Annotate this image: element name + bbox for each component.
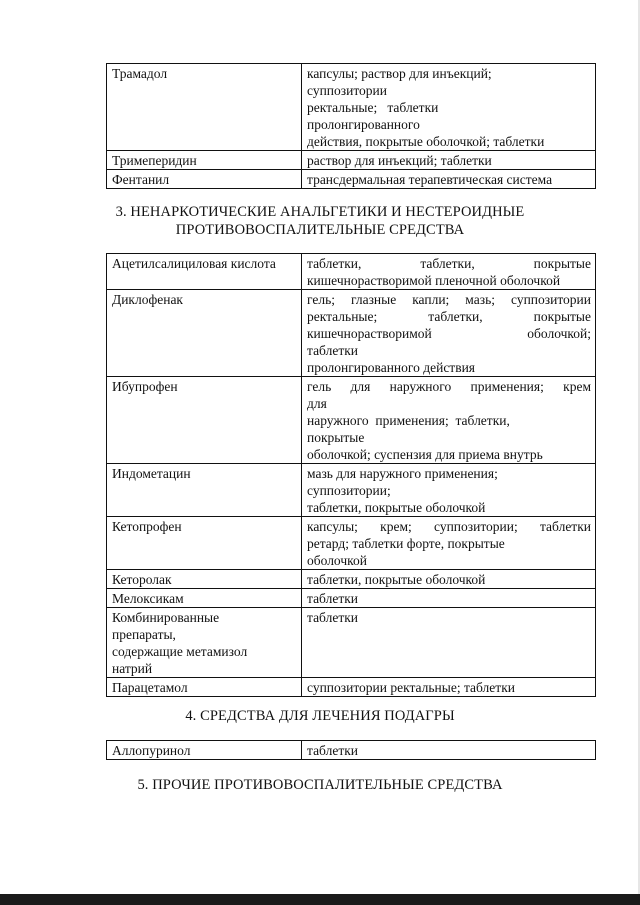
dosage-forms-cell bbox=[302, 151, 596, 170]
dosage-form-line: пролонгированного действия bbox=[307, 360, 476, 375]
drug-name-line: Ибупрофен bbox=[112, 379, 178, 394]
drug-name-line: Кеторолак bbox=[112, 572, 172, 587]
dosage-form-line: суппозитории; bbox=[307, 483, 391, 498]
dosage-forms-cell bbox=[302, 464, 596, 517]
dosage-form-line: для bbox=[307, 396, 327, 411]
drug-name-line: натрий bbox=[112, 661, 153, 676]
table-row bbox=[107, 254, 596, 290]
drug-name-line: Аллопуринол bbox=[112, 743, 191, 758]
drug-name-line: Фентанил bbox=[112, 172, 170, 187]
dosage-forms-cell bbox=[302, 64, 596, 151]
dosage-form-line: таблетки bbox=[307, 743, 359, 758]
drug-name-cell bbox=[107, 377, 302, 464]
dosage-forms-cell bbox=[302, 170, 596, 189]
dosage-forms-cell bbox=[302, 254, 596, 290]
drug-name-line: Тримеперидин bbox=[112, 153, 197, 168]
table-row bbox=[107, 608, 596, 678]
dosage-forms-cell bbox=[302, 517, 596, 570]
drug-name-cell bbox=[107, 254, 302, 290]
table-row bbox=[107, 570, 596, 589]
opioid-table bbox=[106, 63, 596, 189]
scan-bottom-border bbox=[0, 894, 640, 905]
dosage-form-line: капсулы; раствор для инъекций; bbox=[307, 66, 492, 81]
section-5-title: 5. ПРОЧИЕ ПРОТИВОВОСПАЛИТЕЛЬНЫЕ СРЕДСТВА bbox=[137, 777, 503, 793]
dosage-form-line: ретард; таблетки форте, покрытые bbox=[307, 536, 505, 551]
dosage-form-line: таблетки bbox=[307, 591, 359, 606]
table-row bbox=[107, 377, 596, 464]
dosage-form-line: капсулы; крем; суппозитории; таблетки bbox=[307, 519, 591, 534]
table-row bbox=[107, 64, 596, 151]
dosage-form-line: таблетки bbox=[307, 343, 359, 358]
drug-name-cell bbox=[107, 151, 302, 170]
drug-name-line: Диклофенак bbox=[112, 292, 183, 307]
dosage-form-line: трансдермальная терапевтическая система bbox=[307, 172, 553, 187]
table-row bbox=[107, 170, 596, 189]
drug-name-cell bbox=[107, 517, 302, 570]
drug-name-line: Трамадол bbox=[112, 66, 168, 81]
dosage-form-line: ректальные; таблетки bbox=[307, 100, 439, 115]
drug-name-cell bbox=[107, 678, 302, 697]
drug-name-cell bbox=[107, 170, 302, 189]
drug-name-line: Мелоксикам bbox=[112, 591, 184, 606]
dosage-form-line: покрытые bbox=[307, 430, 365, 445]
table-row bbox=[107, 741, 596, 760]
drug-name-cell bbox=[107, 64, 302, 151]
dosage-form-line: наружного применения; таблетки, bbox=[307, 413, 510, 428]
dosage-form-line: действия, покрытые оболочкой; таблетки bbox=[307, 134, 545, 149]
dosage-forms-cell bbox=[302, 290, 596, 377]
dosage-form-line: раствор для инъекций; таблетки bbox=[307, 153, 492, 168]
dosage-form-line: таблетки, покрытые оболочкой bbox=[307, 572, 486, 587]
drug-name-line: Ацетилсалициловая кислота bbox=[112, 256, 276, 271]
drug-name-line: Комбинированные bbox=[112, 610, 220, 625]
drug-name-cell bbox=[107, 290, 302, 377]
dosage-form-line: пролонгированного bbox=[307, 117, 420, 132]
dosage-forms-cell bbox=[302, 589, 596, 608]
dosage-forms-cell bbox=[302, 377, 596, 464]
table-row bbox=[107, 678, 596, 697]
section-3-title-line2: ПРОТИВОВОСПАЛИТЕЛЬНЫЕ СРЕДСТВА bbox=[175, 222, 465, 238]
dosage-forms-cell bbox=[302, 570, 596, 589]
gout-table bbox=[106, 740, 596, 760]
table-row bbox=[107, 151, 596, 170]
dosage-forms-cell bbox=[302, 678, 596, 697]
drug-name-cell bbox=[107, 589, 302, 608]
drug-name-cell bbox=[107, 608, 302, 678]
drug-name-line: препараты, bbox=[112, 627, 176, 642]
table-row bbox=[107, 589, 596, 608]
dosage-form-line: кишечнорастворимой оболочкой; bbox=[307, 326, 591, 341]
table-row bbox=[107, 290, 596, 377]
dosage-form-line: таблетки bbox=[307, 610, 359, 625]
drug-name-line: Парацетамол bbox=[112, 680, 188, 695]
dosage-form-line: таблетки, таблетки, покрытые bbox=[307, 256, 591, 271]
section-3-title-line1: 3. НЕНАРКОТИЧЕСКИЕ АНАЛЬГЕТИКИ И НЕСТЕРОИДНЫЕ bbox=[115, 204, 525, 220]
dosage-form-line: ректальные; таблетки, покрытые bbox=[307, 309, 591, 324]
drug-name-cell bbox=[107, 741, 302, 760]
table-row bbox=[107, 517, 596, 570]
table-row bbox=[107, 464, 596, 517]
dosage-form-line: гель для наружного применения; крем bbox=[307, 379, 591, 394]
drug-name-line: Кетопрофен bbox=[112, 519, 182, 534]
dosage-form-line: оболочкой bbox=[307, 553, 367, 568]
dosage-form-line: оболочкой; суспензия для приема внутрь bbox=[307, 447, 543, 462]
drug-name-line: Индометацин bbox=[112, 466, 191, 481]
nsaid-table bbox=[106, 253, 596, 697]
dosage-forms-cell bbox=[302, 608, 596, 678]
dosage-form-line: мазь для наружного применения; bbox=[307, 466, 498, 481]
dosage-form-line: таблетки, покрытые оболочкой bbox=[307, 500, 486, 515]
dosage-form-line: суппозитории ректальные; таблетки bbox=[307, 680, 515, 695]
drug-name-cell bbox=[107, 464, 302, 517]
dosage-forms-cell bbox=[302, 741, 596, 760]
dosage-form-line: кишечнорастворимой пленочной оболочкой bbox=[307, 273, 561, 288]
section-4-title: 4. СРЕДСТВА ДЛЯ ЛЕЧЕНИЯ ПОДАГРЫ bbox=[185, 708, 455, 724]
dosage-form-line: гель; глазные капли; мазь; суппозитории bbox=[307, 292, 591, 307]
drug-name-cell bbox=[107, 570, 302, 589]
section-3-title bbox=[0, 203, 640, 239]
dosage-form-line: суппозитории bbox=[307, 83, 387, 98]
drug-name-line: содержащие метамизол bbox=[112, 644, 248, 659]
